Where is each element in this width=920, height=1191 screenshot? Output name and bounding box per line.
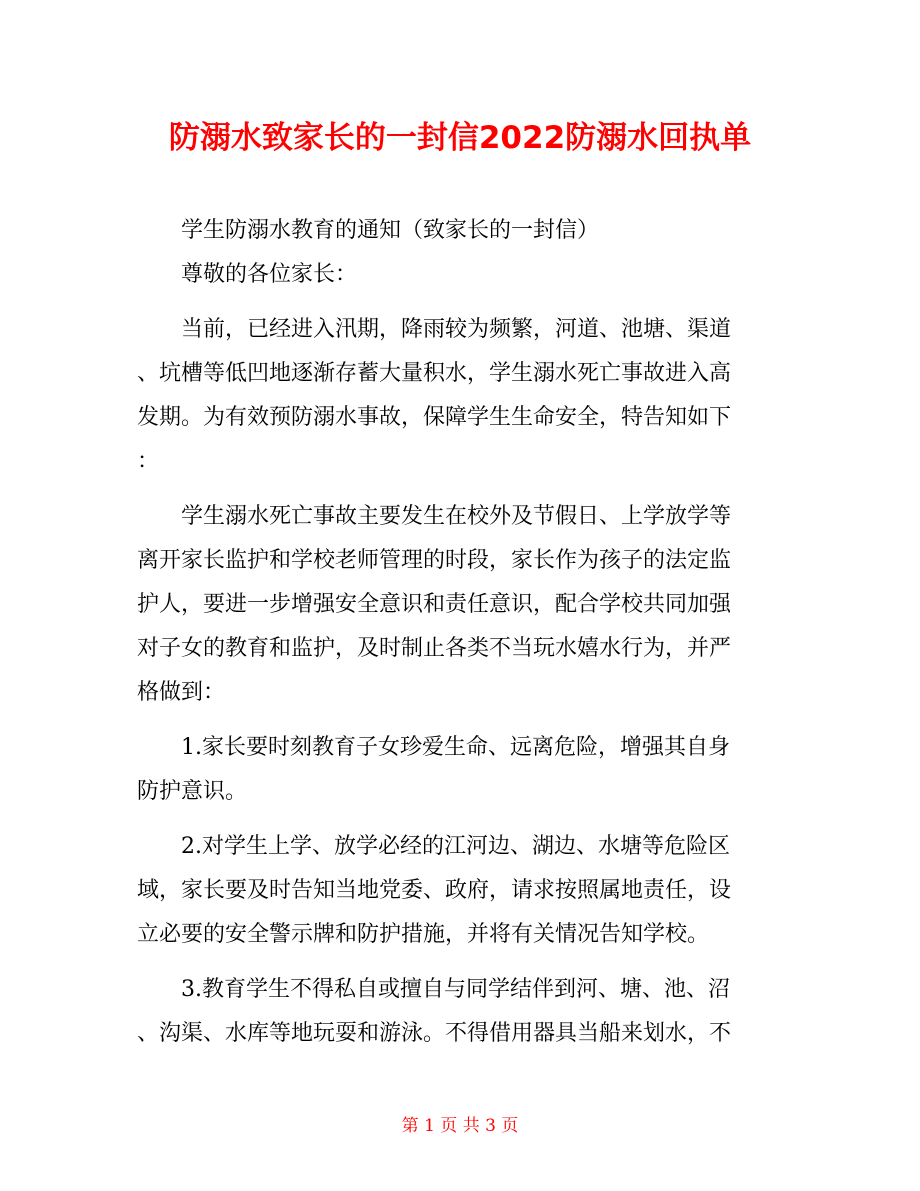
page-number-footer: 第 1 页 共 3 页: [401, 1116, 519, 1136]
paragraph-item-3: [137, 968, 787, 1056]
paragraph-line: 发期。为有效预防溺水事故，保障学生生命安全，特告知如下: [137, 405, 732, 430]
paragraph-main: [137, 495, 787, 715]
paragraph-notice-title: [137, 209, 787, 253]
paragraph-line: 学生防溺水教育的通知（致家长的一封信）: [181, 218, 600, 243]
paragraph-line: ：: [137, 449, 160, 474]
paragraph-line: 格做到：: [137, 680, 226, 705]
document-title: 防溺水致家长的一封信2022防溺水回执单: [168, 120, 752, 156]
paragraph-line: 2.对学生上学、放学必经的江河边、湖边、水塘等危险区: [181, 834, 730, 859]
document-body: [137, 209, 787, 1056]
paragraph-item-2: [137, 825, 787, 957]
paragraph-line: 、沟渠、水库等地玩耍和游泳。不得借用器具当船来划水，不: [137, 1021, 732, 1046]
paragraph-line: 尊敬的各位家长：: [181, 262, 358, 287]
paragraph-line: 1.家长要时刻教育子女珍爱生命、远离危险，增强其自身: [181, 735, 730, 760]
paragraph-line: 护人，要进一步增强安全意识和责任意识，配合学校共同加强: [137, 592, 732, 617]
paragraph-salutation: [137, 253, 787, 297]
paragraph-line: 、坑槽等低凹地逐渐存蓄大量积水，学生溺水死亡事故进入高: [137, 361, 732, 386]
paragraph-line: 域，家长要及时告知当地党委、政府，请求按照属地责任，设: [137, 878, 732, 903]
paragraph-item-1: [137, 726, 787, 814]
paragraph-line: 防护意识。: [137, 779, 248, 804]
paragraph-intro: [137, 308, 787, 484]
paragraph-line: 离开家长监护和学校老师管理的时段，家长作为孩子的法定监: [137, 548, 732, 573]
paragraph-line: 3.教育学生不得私自或擅自与同学结伴到河、塘、池、沼: [181, 977, 730, 1002]
paragraph-line: 学生溺水死亡事故主要发生在校外及节假日、上学放学等: [181, 504, 732, 529]
paragraph-line: 立必要的安全警示牌和防护措施，并将有关情况告知学校。: [137, 922, 710, 947]
paragraph-line: 对子女的教育和监护，及时制止各类不当玩水嬉水行为，并严: [137, 636, 732, 661]
paragraph-line: 当前，已经进入汛期，降雨较为频繁，河道、池塘、渠道: [181, 317, 732, 342]
